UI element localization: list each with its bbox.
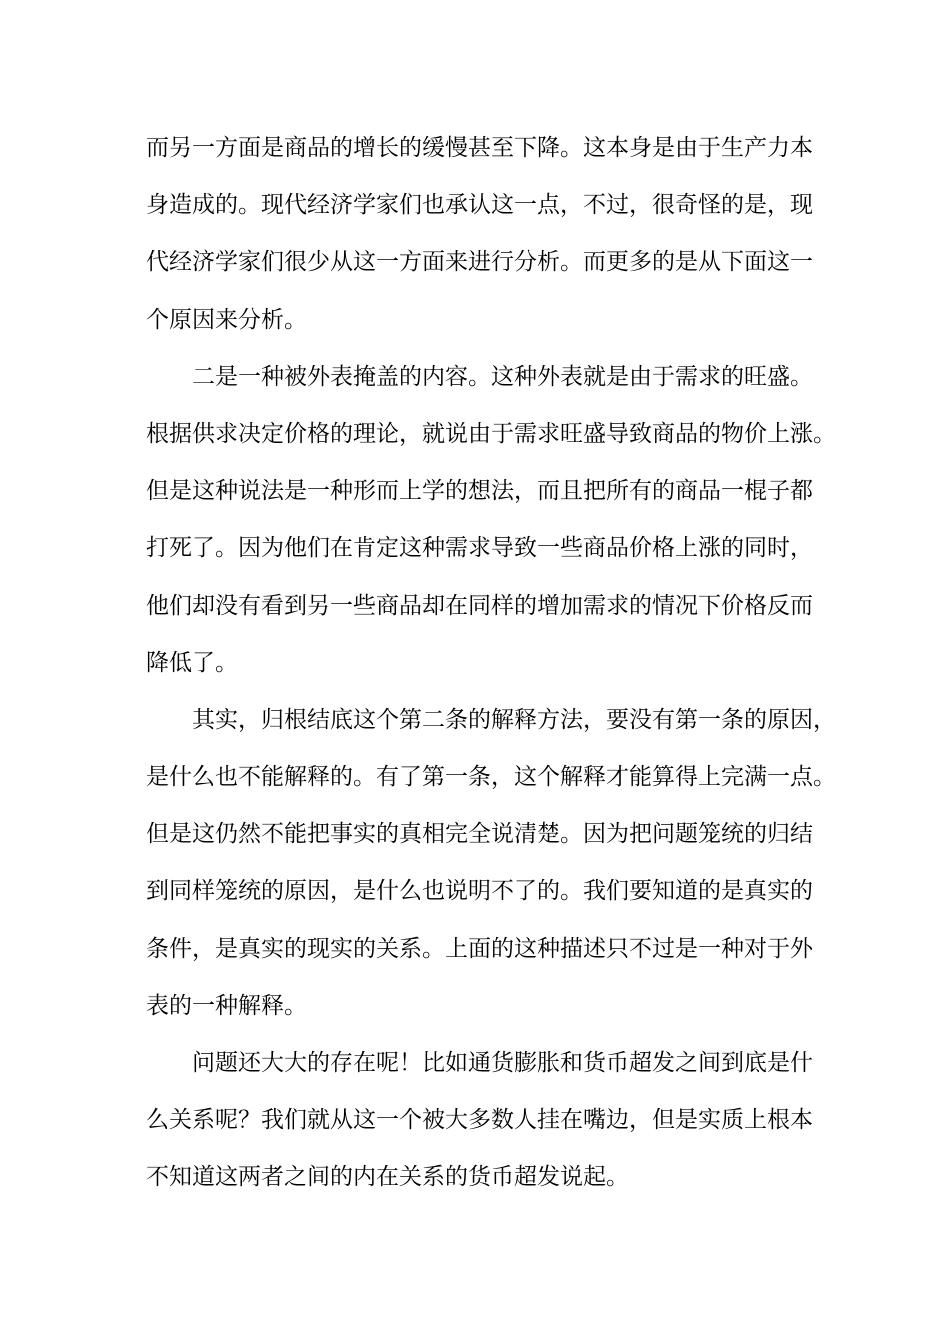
paragraph-line: 个原因来分析。 xyxy=(146,306,307,333)
paragraph-1 xyxy=(146,120,813,349)
paragraph-line: 根据供求决定价格的理论，就说由于需求旺盛导致商品的物价上涨。 xyxy=(146,420,836,447)
paragraph-line: 但是这种说法是一种形而上学的想法，而且把所有的商品一棍子都 xyxy=(146,478,813,505)
paragraph-line: 是什么也不能解释的。有了第一条，这个解释才能算得上完满一点。 xyxy=(146,764,836,791)
paragraph-line: 到同样笼统的原因，是什么也说明不了的。我们要知道的是真实的 xyxy=(146,878,813,905)
paragraph-line: 而另一方面是商品的增长的缓慢甚至下降。这本身是由于生产力本 xyxy=(146,135,813,161)
paragraph-line: 二是一种被外表掩盖的内容。这种外表就是由于需求的旺盛。 xyxy=(192,363,813,390)
paragraph-line: 降低了。 xyxy=(146,649,238,676)
paragraph-line: 但是这仍然不能把事实的真相完全说清楚。因为把问题笼统的归结 xyxy=(146,821,813,848)
paragraph-line: 表的一种解释。 xyxy=(146,992,307,1019)
paragraph-line: 其实，归根结底这个第二条的解释方法，要没有第一条的原因， xyxy=(192,706,836,733)
paragraph-line: 不知道这两者之间的内在关系的货币超发说起。 xyxy=(146,1164,629,1191)
paragraph-line: 打死了。因为他们在肯定这种需求导致一些商品价格上涨的同时， xyxy=(146,535,813,562)
paragraph-line: 么关系呢？我们就从这一个被大多数人挂在嘴边，但是实质上根本 xyxy=(146,1107,813,1134)
paragraph-3 xyxy=(146,692,836,1035)
paragraph-line: 他们却没有看到另一些商品却在同样的增加需求的情况下价格反而 xyxy=(146,592,813,619)
paragraph-4 xyxy=(146,1035,813,1207)
document-body xyxy=(146,120,836,1207)
paragraph-2 xyxy=(146,349,836,692)
paragraph-line: 问题还大大的存在呢！比如通货膨胀和货币超发之间到底是什 xyxy=(192,1050,813,1076)
paragraph-line: 条件，是真实的现实的关系。上面的这种描述只不过是一种对于外 xyxy=(146,935,813,962)
paragraph-line: 代经济学家们很少从这一方面来进行分析。而更多的是从下面这一 xyxy=(146,249,813,276)
paragraph-line: 身造成的。现代经济学家们也承认这一点，不过，很奇怪的是，现 xyxy=(146,192,813,219)
